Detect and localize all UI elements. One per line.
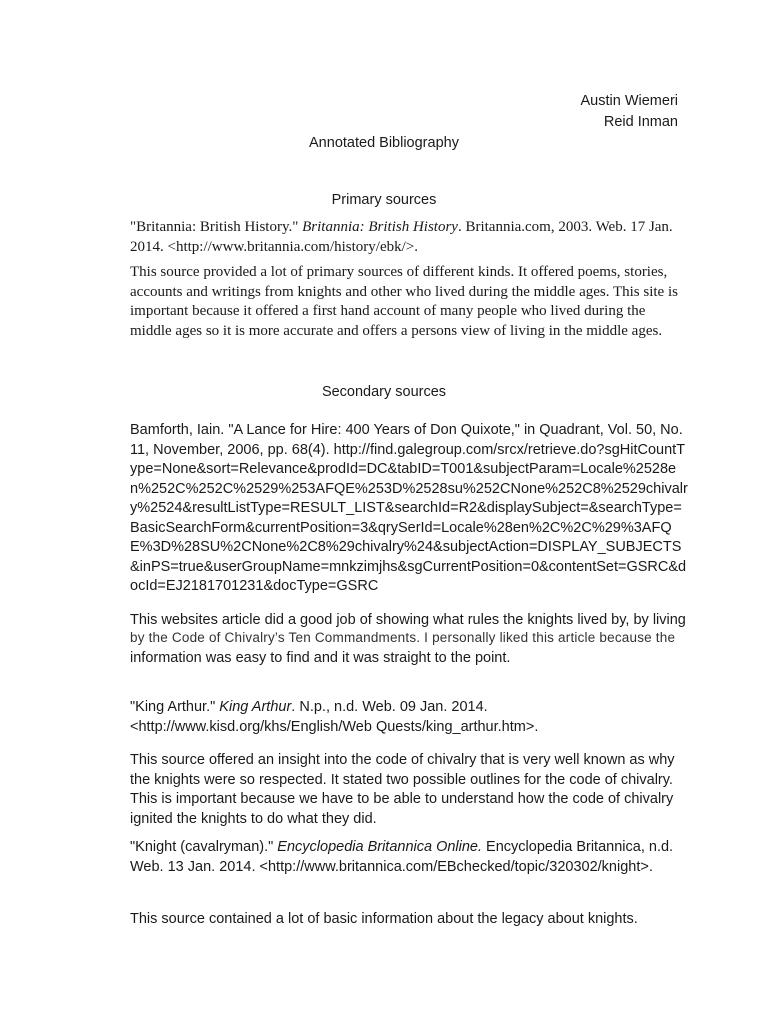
knight-citation-title: "Knight (cavalryman)." [130, 839, 278, 855]
author-name-2: Reid Inman [603, 114, 678, 130]
arthur-annotation: This source offered an insight into the code of chivalry that is very well known as why the knights were so respected. It stated two possible outlines for the code of chivalry. This is important because we have to be able to understand how the code of chivalry ignited the knights to do what they did. [130, 752, 675, 827]
secondary-citation-king-arthur [130, 698, 690, 737]
bamforth-annotation-line-3: information was easy to find and it was straight to the point. [130, 650, 511, 666]
author-name-1: Austin Wiemeri [580, 93, 678, 109]
knight-citation-details: Encyclopedia Britannica, n.d. Web. 13 Jan. 2014. <http://www.britannica.com/EBchecked/topic/320302/knight>. [130, 839, 674, 875]
arthur-citation-details: . N.p., n.d. Web. 09 Jan. 2014. <http://www.kisd.org/khs/English/Web Quests/king_arthur.htm>. [130, 699, 539, 735]
primary-sources-heading: Primary sources [331, 192, 437, 208]
primary-annotation-britannia: This source provided a lot of primary sources of different kinds. It offered poems, stories, accounts and writings from knights and other who lived during the middle ages. This site is important because it offered a first hand account of many people who lived during the middle ages so it is more accurate and offers a persons view of living in the middle ages. [130, 264, 678, 339]
secondary-citation-knight [130, 838, 690, 877]
secondary-sources-heading: Secondary sources [321, 384, 447, 400]
arthur-source-italic: King Arthur [219, 699, 292, 715]
citation-title: "Britannia: British History." [130, 219, 303, 235]
secondary-citation-bamforth [130, 421, 690, 597]
document-title: Annotated Bibliography [309, 135, 459, 151]
knight-source-italic: Encyclopedia Britannica Online. [277, 839, 483, 855]
citation-details: . Britannia.com, 2003. Web. 17 Jan. 2014. <http://www.britannia.com/history/ebk/>. [130, 219, 673, 255]
bamforth-annotation-line-2: by the Code of Chivalry’s Ten Commandments. I personally liked this article because the [130, 630, 676, 645]
bamforth-annotation-line-1: This websites article did a good job of showing what rules the knights lived by, by living [130, 612, 686, 628]
bamforth-citation-text: Bamforth, Iain. "A Lance for Hire: 400 Years of Don Quixote," in Quadrant, Vol. 50, No. 11, November, 2006, pp. 68(4). [130, 422, 683, 458]
bamforth-url: http://find.galegroup.com/srcx/retrieve.do?sgHitCountType=None&sort=Relevance&prodId=DC&tabID=T001&subjectParam=Locale%2528en%252C%252C%2529%253AFQE%253D%2528su%252CNone%252C8%2529chivalry%2524&resultListType=RESULT_LIST&searchId=R2&displaySubject=&searchType=BasicSearchForm&currentPosition=3&qrySerId=Locale%28en%2C%2C%29%3AFQE%3D%28SU%2CNone%2C8%29chivalry%24&subjectAction=DISPLAY_SUBJECTS&inPS=true&userGroupName=mnkzimjhs&sgCurrentPosition=0&contentSet=GSRC&docId=EJ2181701231&docType=GSRC [130, 441, 688, 594]
primary-citation-britannia [130, 218, 690, 257]
citation-source-italic: Britannia: British History [302, 219, 458, 235]
knight-annotation: This source contained a lot of basic information about the legacy about knights. [130, 911, 638, 927]
arthur-citation-title: "King Arthur." [130, 699, 220, 715]
